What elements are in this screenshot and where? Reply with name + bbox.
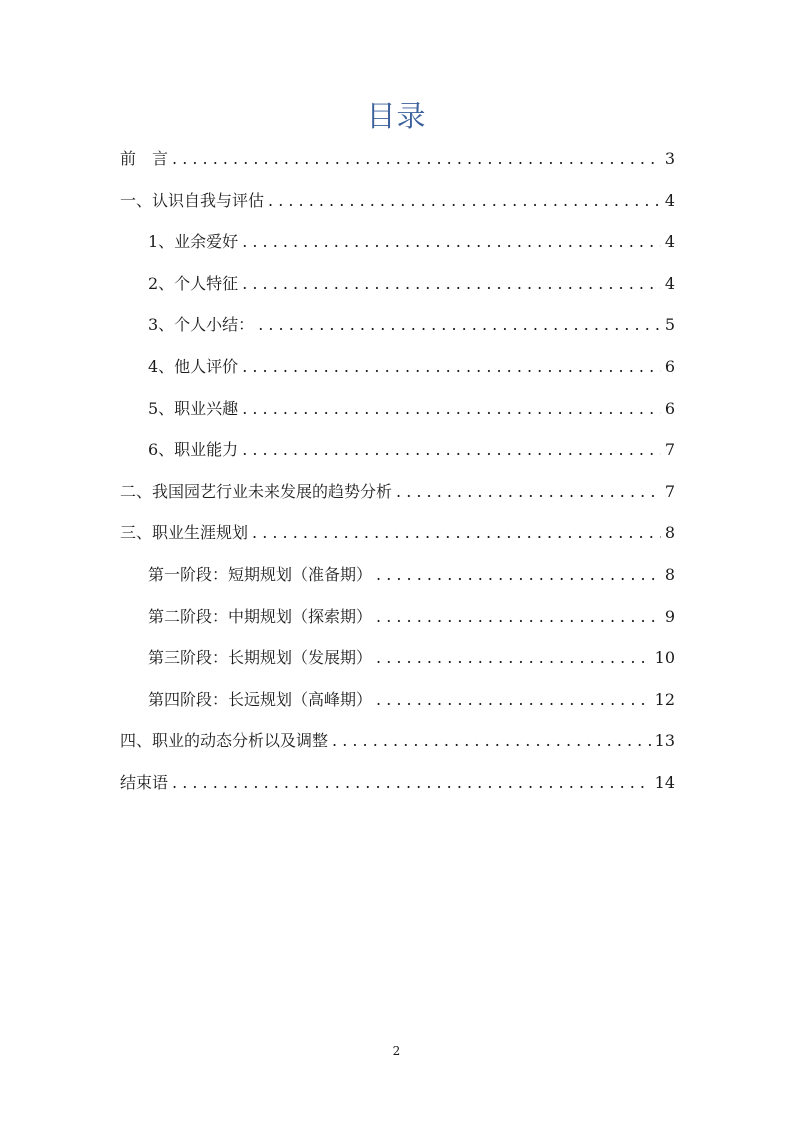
toc-entry[interactable] [120,350,675,392]
toc-dot-leader [242,225,661,259]
toc-entry[interactable] [120,641,675,683]
toc-dot-leader [376,641,651,675]
toc-entry-page: 8 [664,523,675,543]
toc-entry-label: 2、个人特征 [148,273,239,293]
toc-entry-page: 5 [664,315,675,335]
toc-entry-label: 4、他人评价 [148,356,239,376]
toc-entry[interactable] [120,600,675,642]
toc-dot-leader [172,142,661,176]
toc-entry-label: 6、职业能力 [148,440,239,460]
toc-dot-leader [332,724,651,758]
toc-entry[interactable] [120,184,675,226]
toc-entry-page: 4 [664,273,675,293]
toc-entry-label: 一、认识自我与评估 [120,190,265,210]
toc-entry[interactable] [120,475,675,517]
toc-entry-label: 前 言 [120,149,169,168]
toc-entry[interactable] [120,558,675,600]
toc-dot-leader [172,766,651,800]
toc-entry-page: 14 [654,772,675,792]
toc-entry[interactable] [120,516,675,558]
toc-entry-page: 9 [664,606,675,626]
toc-entry[interactable] [120,683,675,725]
toc-entry[interactable] [120,724,675,766]
toc-entry-page: 6 [664,398,675,418]
toc-entry-page: 13 [654,731,675,751]
toc-dot-leader [376,683,651,717]
toc-entry[interactable] [120,267,675,309]
toc-dot-leader [258,308,661,342]
toc-dot-leader [396,475,661,509]
toc-entry-label: 5、职业兴趣 [148,398,239,418]
toc-entry-label: 结束语 [120,772,169,792]
toc-entry-page: 8 [664,564,675,584]
toc-entry-label: 第四阶段：长远规划（高峰期） [148,689,373,709]
toc-entry[interactable] [120,433,675,475]
toc-list [120,142,675,808]
toc-entry-label: 三、职业生涯规划 [120,523,249,543]
toc-entry-page: 4 [664,232,675,252]
toc-entry-page: 12 [654,689,675,709]
toc-entry-label: 3、个人小结： [148,315,255,335]
toc-dot-leader [252,516,661,550]
page-number: 2 [392,1044,401,1058]
toc-entry-label: 1、业余爱好 [148,232,239,252]
toc-entry-label: 第三阶段：长期规划（发展期） [148,648,373,668]
toc-dot-leader [376,600,661,634]
toc-dot-leader [376,558,661,592]
toc-title: 目录 [366,99,427,133]
toc-entry[interactable] [120,766,675,808]
toc-entry[interactable] [120,392,675,434]
toc-entry-page: 10 [654,648,675,668]
toc-entry[interactable] [120,142,675,184]
toc-dot-leader [242,350,661,384]
toc-entry[interactable] [120,225,675,267]
toc-entry[interactable] [120,308,675,350]
toc-entry-page: 7 [664,440,675,460]
toc-entry-label: 四、职业的动态分析以及调整 [120,731,329,751]
toc-dot-leader [242,433,661,467]
toc-entry-label: 二、我国园艺行业未来发展的趋势分析 [120,481,393,501]
toc-dot-leader [242,267,661,301]
toc-entry-page: 4 [664,190,675,210]
toc-entry-page: 6 [664,356,675,376]
toc-entry-label: 第二阶段：中期规划（探索期） [148,606,373,626]
toc-entry-label: 第一阶段：短期规划（准备期） [148,564,373,584]
toc-entry-page: 3 [664,149,675,168]
toc-entry-page: 7 [664,481,675,501]
toc-dot-leader [242,392,661,426]
toc-dot-leader [268,184,661,218]
